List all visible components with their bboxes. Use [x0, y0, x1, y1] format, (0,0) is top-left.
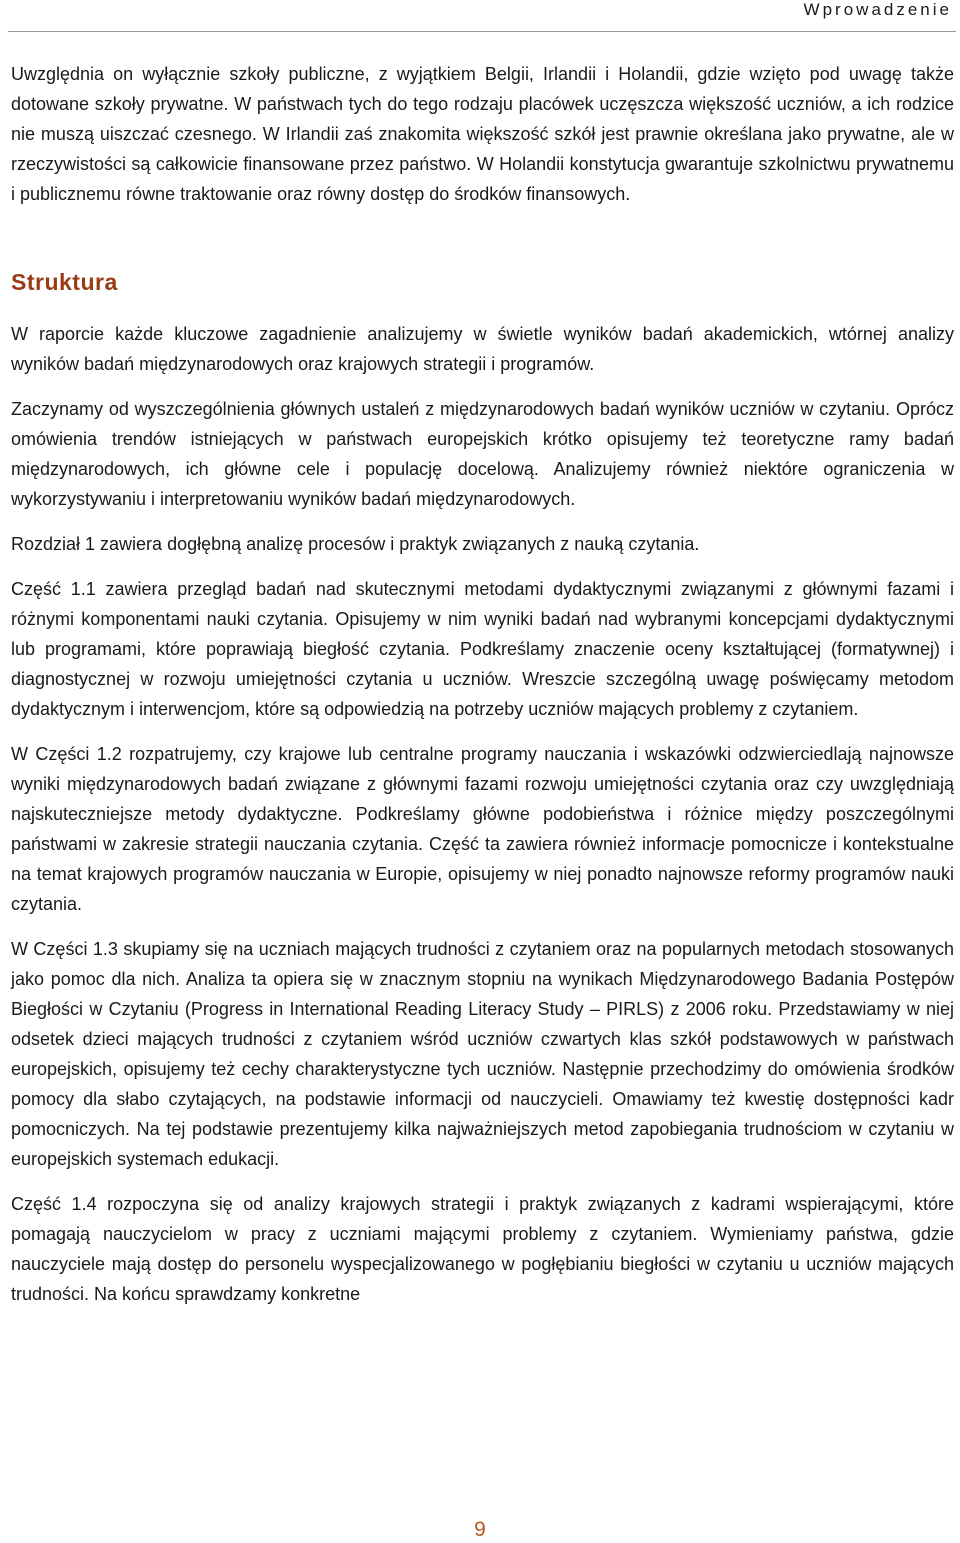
body-paragraph: Część 1.4 rozpoczyna się od analizy krajowych strategii i praktyk związanych z kadrami wspierającymi, które pomagają nauczycielom w pracy z uczniami mającymi problemy z czytaniem. Wymieniamy państwa, gdzie nauczyciele mają dostęp do personelu wyspecjalizowanego w pogłębianiu biegłości w czytaniu u uczniów mających trudności. Na końcu sprawdzamy konkretne [11, 1194, 954, 1304]
header-divider [8, 31, 956, 32]
body-paragraph: Zaczynamy od wyszczególnienia głównych ustaleń z międzynarodowych badań wyników uczniów w czytaniu. Oprócz omówienia trendów istniejących w państwach europejskich krótko opisujemy też teoretyczne ramy badań międzynarodowych, ich główne cele i populację docelową. Analizujemy również niektóre ograniczenia w wykorzystywaniu i interpretowaniu wyników badań międzynarodowych. [11, 399, 954, 509]
body-paragraph: Rozdział 1 zawiera dogłębną analizę procesów i praktyk związanych z nauką czytania. [11, 534, 700, 554]
body-paragraph: W Części 1.3 skupiamy się na uczniach mających trudności z czytaniem oraz na popularnych metodach stosowanych jako pomoc dla nich. Analiza ta opiera się w znacznym stopniu na wynikach Międzynarodowego Badania Postępów Biegłości w Czytaniu (Progress in International Reading Literacy Study – PIRLS) z 2006 roku. Przedstawiamy w niej odsetek dzieci mających trudności z czytaniem wśród uczniów czwartych klas szkół podstawowych w państwach europejskich, opisujemy też cechy charakterystyczne tych uczniów. Następnie przechodzimy do omówienia środków pomocy dla słabo czytających, na podstawie informacji od nauczycieli. Omawiamy też kwestię dostępności kadr pomocniczych. Na tej podstawie prezentujemy kilka najważniejszych metod zapobiegania trudnościom w czytaniu w europejskich systemach edukacji. [11, 939, 954, 1169]
document-body [11, 59, 954, 1309]
body-paragraph: W Części 1.2 rozpatrujemy, czy krajowe lub centralne programy nauczania i wskazówki odzwierciedlają najnowsze wyniki międzynarodowych badań związane z głównymi fazami rozwoju umiejętności czytania oraz czy uwzględniają najskuteczniejsze metody dydaktyczne. Podkreślamy główne podobieństwa i różnice między poszczególnymi państwami w zakresie strategii nauczania czytania. Część ta zawiera również informacje pomocnicze i kontekstualne na temat krajowych programów nauczania w Europie, opisujemy w niej ponadto najnowsze reformy programów nauki czytania. [11, 744, 954, 914]
page-header [0, 0, 960, 32]
body-paragraph: W raporcie każde kluczowe zagadnienie analizujemy w świetle wyników badań akademickich, wtórnej analizy wyników badań międzynarodowych oraz krajowych strategii i programów. [11, 324, 954, 374]
body-paragraph: Część 1.1 zawiera przegląd badań nad skutecznymi metodami dydaktycznymi związanymi z głównymi fazami i różnymi komponentami nauki czytania. Opisujemy w nim wyniki badań nad wybranymi koncepcjami dydaktycznymi lub programami, które poprawiają biegłość czytania. Podkreślamy znaczenie oceny kształtującej (formatywnej) i diagnostycznej w rozwoju umiejętności czytania u uczniów. Wreszcie szczególną uwagę poświęcamy metodom dydaktycznym i interwencjom, które są odpowiedzią na potrzeby uczniów mających problemy z czytaniem. [11, 579, 954, 719]
running-header-title: Wprowadzenie [803, 0, 952, 19]
intro-paragraph: Uwzględnia on wyłącznie szkoły publiczne, z wyjątkiem Belgii, Irlandii i Holandii, gdzie wzięto pod uwagę także dotowane szkoły prywatne. W państwach tych do tego rodzaju placówek uczęszcza większość uczniów, a ich rodzice nie muszą uiszczać czesnego. W Irlandii zaś znakomita większość szkół jest prawnie określana jako prywatne, ale w rzeczywistości są całkowicie finansowane przez państwo. W Holandii konstytucja gwarantuje szkolnictwu prywatnemu i publicznemu równe traktowanie oraz równy dostęp do środków finansowych. [11, 64, 954, 204]
page-number: 9 [474, 1518, 486, 1541]
section-heading: Struktura [11, 269, 118, 295]
